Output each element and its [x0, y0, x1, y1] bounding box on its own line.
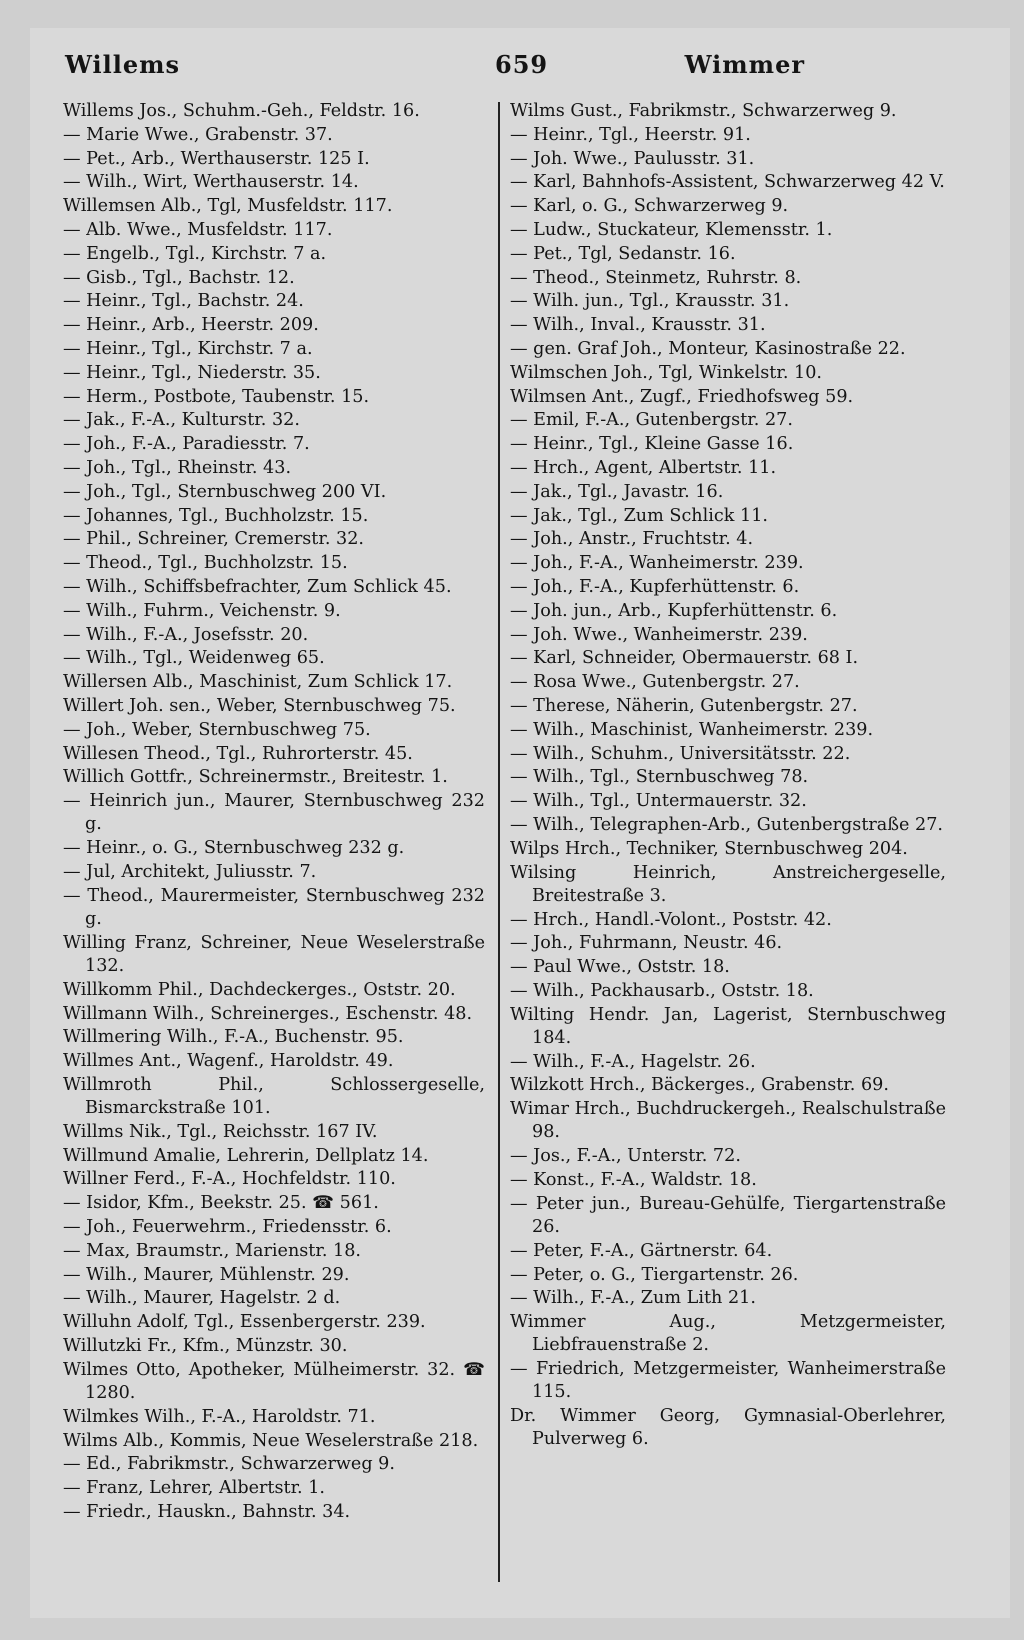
directory-entry: — Joh. Wwe., Paulusstr. 31. [510, 148, 755, 169]
directory-entry: — Wilh., Wirt, Werthauserstr. 14. [63, 172, 359, 193]
directory-entry: — Engelb., Tgl., Kirchstr. 7 a. [63, 243, 327, 264]
directory-entry: — Wilh., Fuhrm., Veichenstr. 9. [63, 600, 341, 621]
page-header [30, 50, 1010, 94]
directory-entry: — Wilh., Packhausarb., Oststr. 18. [510, 980, 814, 1001]
directory-entry: — Joh., Anstr., Fruchtstr. 4. [510, 529, 754, 550]
header-last-name: Wimmer [684, 50, 805, 79]
directory-page [30, 28, 1010, 1618]
directory-entry: — Heinr., Tgl., Kirchstr. 7 a. [63, 338, 313, 359]
directory-entry: Willemsen Alb., Tgl, Musfeldstr. 117. [63, 196, 393, 217]
column-divider [498, 102, 500, 1582]
directory-entry: Wilting Hendr. Jan, Lagerist, Sternbuschweg 184. [510, 1004, 946, 1048]
directory-entry: — Jak., Tgl., Javastr. 16. [510, 481, 724, 502]
left-column [63, 100, 485, 1524]
directory-entry: — Hrch., Agent, Albertstr. 11. [510, 457, 777, 478]
directory-entry: — Heinr., Tgl., Niederstr. 35. [63, 362, 321, 383]
directory-entry: Wilsing Heinrich, Anstreichergeselle, Breitestraße 3. [510, 862, 946, 906]
directory-entry: Willmering Wilh., F.-A., Buchenstr. 95. [63, 1027, 404, 1048]
directory-entry: — Heinr., o. G., Sternbuschweg 232 g. [63, 838, 405, 859]
directory-entry: Wilzkott Hrch., Bäckerges., Grabenstr. 69. [510, 1075, 889, 1096]
directory-entry: — Wilh., Tgl., Untermauerstr. 32. [510, 791, 807, 812]
directory-entry: — Peter jun., Bureau-Gehülfe, Tiergartenstraße 26. [510, 1193, 946, 1238]
directory-entry: — Wilh., Schiffsbefrachter, Zum Schlick 45. [63, 576, 452, 597]
directory-entry: — Jak., Tgl., Zum Schlick 11. [510, 505, 768, 526]
directory-entry: — Rosa Wwe., Gutenbergstr. 27. [510, 672, 800, 693]
directory-entry: Wimar Hrch., Buchdruckergeh., Realschulstraße 98. [510, 1099, 946, 1143]
directory-entry: — Joh. Wwe., Wanheimerstr. 239. [510, 624, 808, 645]
directory-entry: Wilmes Otto, Apotheker, Mülheimerstr. 32. ☎ 1280. [63, 1359, 485, 1404]
directory-entry: — Theod., Tgl., Buchholzstr. 15. [63, 553, 348, 574]
directory-entry: — Phil., Schreiner, Cremerstr. 32. [63, 529, 365, 550]
directory-entry: — Joh. jun., Arb., Kupferhüttenstr. 6. [510, 600, 838, 621]
directory-entry: — Peter, F.-A., Gärtnerstr. 64. [510, 1240, 773, 1261]
directory-entry: Willmann Wilh., Schreinerges., Eschenstr. 48. [63, 1003, 473, 1024]
directory-entry: — Wilh., Maschinist, Wanheimerstr. 239. [510, 719, 874, 740]
directory-entry: — Therese, Näherin, Gutenbergstr. 27. [510, 695, 858, 716]
directory-entry: — Alb. Wwe., Musfeldstr. 117. [63, 219, 333, 240]
directory-entry: — Heinrich jun., Maurer, Sternbuschweg 232 g. [63, 791, 485, 835]
directory-entry: Willutzki Fr., Kfm., Münzstr. 30. [63, 1336, 348, 1357]
directory-entry: — Hrch., Handl.-Volont., Poststr. 42. [510, 909, 832, 930]
directory-entry: — Joh., F.-A., Wanheimerstr. 239. [510, 553, 804, 574]
directory-entry: Willmroth Phil., Schlossergeselle, Bismarckstraße 101. [63, 1074, 485, 1119]
directory-entry: Willich Gottfr., Schreinermstr., Breitestr. 1. [63, 767, 448, 788]
directory-entry: — Paul Wwe., Oststr. 18. [510, 957, 730, 978]
directory-entry: — Karl, Bahnhofs-Assistent, Schwarzerweg 42 V. [510, 172, 945, 193]
directory-entry: — gen. Graf Joh., Monteur, Kasinostraße 22. [510, 338, 906, 359]
directory-entry: Willert Joh. sen., Weber, Sternbuschweg 75. [63, 695, 456, 716]
directory-entry: — Wilh., F.-A., Josefsstr. 20. [63, 624, 309, 645]
directory-entry: — Theod., Maurermeister, Sternbuschweg 232 g. [63, 885, 485, 929]
directory-entry: — Heinr., Tgl., Heerstr. 91. [510, 124, 751, 145]
directory-entry: — Ed., Fabrikmstr., Schwarzerweg 9. [63, 1454, 395, 1475]
directory-entry: — Joh., Tgl., Rheinstr. 43. [63, 457, 292, 478]
directory-entry: Willms Nik., Tgl., Reichsstr. 167 IV. [63, 1121, 378, 1142]
directory-entry: — Jos., F.-A., Unterstr. 72. [510, 1146, 741, 1167]
directory-entry: Wilms Gust., Fabrikmstr., Schwarzerweg 9. [510, 101, 897, 121]
directory-entry: — Wilh. jun., Tgl., Krausstr. 31. [510, 291, 790, 312]
directory-entry: Willmes Ant., Wagenf., Haroldstr. 49. [63, 1051, 394, 1072]
directory-entry: — Friedrich, Metzgermeister, Wanheimerstraße 115. [510, 1359, 946, 1403]
directory-entry: — Karl, Schneider, Obermauerstr. 68 I. [510, 648, 859, 669]
directory-entry: — Jak., F.-A., Kulturstr. 32. [63, 410, 300, 431]
directory-entry: — Herm., Postbote, Taubenstr. 15. [63, 386, 370, 407]
directory-entry: — Franz, Lehrer, Albertstr. 1. [63, 1478, 326, 1499]
directory-entry: — Ludw., Stuckateur, Klemensstr. 1. [510, 219, 833, 240]
directory-entry: — Joh., Feuerwehrm., Friedensstr. 6. [63, 1217, 392, 1238]
directory-entry: — Heinr., Tgl., Kleine Gasse 16. [510, 434, 794, 455]
directory-entry: — Theod., Steinmetz, Ruhrstr. 8. [510, 267, 802, 288]
directory-entry: Wilps Hrch., Techniker, Sternbuschweg 204. [510, 838, 908, 859]
directory-entry: — Pet., Arb., Werthauserstr. 125 I. [63, 148, 370, 169]
header-first-name: Willems [65, 50, 181, 79]
directory-entry: — Joh., Tgl., Sternbuschweg 200 VI. [63, 481, 387, 502]
directory-entry: — Joh., Fuhrmann, Neustr. 46. [510, 933, 783, 954]
directory-entry: — Wilh., Inval., Krausstr. 31. [510, 315, 766, 336]
directory-entry: Wilmschen Joh., Tgl, Winkelstr. 10. [510, 362, 822, 383]
directory-entry: — Heinr., Arb., Heerstr. 209. [63, 315, 319, 336]
directory-entry: — Konst., F.-A., Waldstr. 18. [510, 1170, 757, 1191]
directory-entry: — Wilh., F.-A., Hagelstr. 26. [510, 1051, 756, 1072]
directory-entry: — Wilh., Schuhm., Universitätsstr. 22. [510, 743, 851, 764]
directory-entry: Willkomm Phil., Dachdeckerges., Oststr. 20. [63, 979, 456, 1000]
directory-entry: Willersen Alb., Maschinist, Zum Schlick 17. [63, 672, 453, 693]
directory-entry: — Gisb., Tgl., Bachstr. 12. [63, 267, 295, 288]
directory-entry: — Isidor, Kfm., Beekstr. 25. ☎ 561. [63, 1193, 379, 1214]
directory-entry: — Joh., F.-A., Paradiesstr. 7. [63, 434, 310, 455]
directory-entry: — Wilh., Telegraphen-Arb., Gutenbergstraße 27. [510, 814, 944, 835]
directory-entry: — Wilh., Maurer, Mühlenstr. 29. [63, 1264, 350, 1285]
directory-entry: Wilmsen Ant., Zugf., Friedhofsweg 59. [510, 386, 854, 407]
directory-entry: — Heinr., Tgl., Bachstr. 24. [63, 291, 304, 312]
directory-entry: — Marie Wwe., Grabenstr. 37. [63, 124, 333, 145]
directory-entry: — Emil, F.-A., Gutenbergstr. 27. [510, 410, 793, 431]
directory-entry: Willmund Amalie, Lehrerin, Dellplatz 14. [63, 1145, 429, 1166]
directory-entry: — Friedr., Hauskn., Bahnstr. 34. [63, 1502, 351, 1523]
directory-entry: Willner Ferd., F.-A., Hochfeldstr. 110. [63, 1169, 396, 1190]
right-column [510, 100, 946, 1452]
directory-entry: — Jul, Architekt, Juliusstr. 7. [63, 861, 317, 882]
directory-entry: — Wilh., Tgl., Weidenweg 65. [63, 648, 325, 669]
directory-entry: — Wilh., F.-A., Zum Lith 21. [510, 1288, 756, 1309]
directory-entry: Wilmkes Wilh., F.-A., Haroldstr. 71. [63, 1406, 376, 1427]
page-number: 659 [495, 50, 549, 79]
directory-entry: — Joh., F.-A., Kupferhüttenstr. 6. [510, 576, 800, 597]
directory-entry: Wilms Alb., Kommis, Neue Weselerstraße 218. [63, 1430, 479, 1451]
directory-entry: Wimmer Aug., Metzgermeister, Liebfrauenstraße 2. [510, 1312, 946, 1356]
directory-entry: Willesen Theod., Tgl., Ruhrorterstr. 45. [63, 743, 413, 764]
directory-entry: — Max, Braumstr., Marienstr. 18. [63, 1240, 362, 1261]
directory-entry: Willing Franz, Schreiner, Neue Weselerstraße 132. [63, 932, 485, 976]
directory-entry: — Pet., Tgl, Sedanstr. 16. [510, 243, 736, 264]
directory-entry: — Karl, o. G., Schwarzerweg 9. [510, 196, 789, 217]
directory-entry: — Wilh., Tgl., Sternbuschweg 78. [510, 767, 809, 788]
directory-entry: — Johannes, Tgl., Buchholzstr. 15. [63, 505, 369, 526]
directory-entry: — Wilh., Maurer, Hagelstr. 2 d. [63, 1288, 341, 1309]
directory-entry: — Joh., Weber, Sternbuschweg 75. [63, 719, 371, 740]
directory-entry: — Peter, o. G., Tiergartenstr. 26. [510, 1264, 799, 1285]
directory-entry: Willuhn Adolf, Tgl., Essenbergerstr. 239. [63, 1312, 426, 1333]
directory-entry: Willems Jos., Schuhm.-Geh., Feldstr. 16. [63, 101, 420, 121]
directory-entry: Dr. Wimmer Georg, Gymnasial-Oberlehrer, Pulverweg 6. [510, 1406, 946, 1450]
